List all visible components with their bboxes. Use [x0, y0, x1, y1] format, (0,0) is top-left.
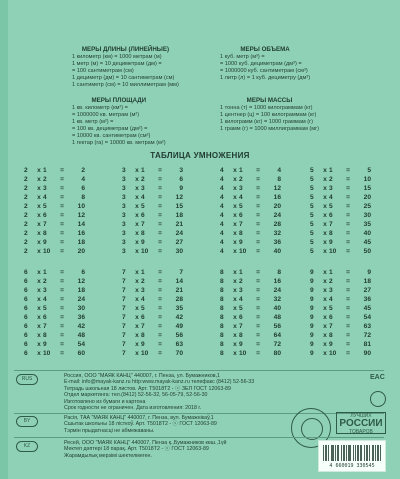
info-kz-lines [64, 440, 304, 459]
table-row: 5 x 7 = 35 [310, 221, 371, 228]
table-row: 3 x 5 = 15 [122, 203, 183, 210]
mass-measures-title: МЕРЫ МАССЫ [246, 97, 293, 104]
text-line: Тэрмін прыдатнасці не абмежаваны. [64, 427, 155, 434]
length-measures-lines [72, 54, 179, 89]
text-line: 1 килограмм (кг) = 1000 граммам (г) [220, 119, 313, 125]
table-row: 5 x 8 = 40 [310, 230, 371, 237]
table-row: 7 x 4 = 28 [122, 296, 183, 303]
text-line: 1 тонна (т) = 1000 килограммам (кг) [220, 105, 313, 111]
table-row: 2 x 6 = 12 [24, 212, 85, 219]
multiplication-table-title: ТАБЛИЦА УМНОЖЕНИЯ [150, 151, 250, 160]
table-row: 7 x 1 = 7 [122, 269, 183, 276]
table-row: 8 x 6 = 48 [220, 314, 281, 321]
info-by-lines [64, 415, 304, 434]
text-line: Жарамдылық мерзімі шектелмеген. [64, 452, 152, 459]
table-row: 9 x 9 = 81 [310, 341, 371, 348]
table-column-2 [24, 166, 106, 256]
table-row: 7 x 5 = 35 [122, 305, 183, 312]
table-row: 4 x 2 = 8 [220, 176, 281, 183]
text-line: 1 дециметр (дм) = 10 сантиметрам (см) [72, 75, 175, 81]
table-row: 3 x 8 = 24 [122, 230, 183, 237]
info-ru [64, 373, 304, 411]
table-row: 9 x 10 = 90 [310, 350, 371, 357]
table-row: 3 x 1 = 3 [122, 167, 183, 174]
table-row: 2 x 9 = 18 [24, 239, 85, 246]
area-measures-lines [72, 105, 166, 147]
table-row: 5 x 4 = 20 [310, 194, 371, 201]
text-line: Тетрадь школьная 18 листов. Арт. Т5018Т2 - ⓢ ЗЕЛ ГОСТ 12063-89 [64, 385, 231, 392]
table-row: 7 x 9 = 63 [122, 341, 183, 348]
table-row: 5 x 6 = 30 [310, 212, 371, 219]
length-measures-title: МЕРЫ ДЛИНЫ (ЛИНЕЙНЫЕ) [81, 46, 170, 53]
barcode-bars-icon [323, 445, 381, 461]
eac-mark: EAC [370, 374, 385, 381]
table-row: 7 x 7 = 49 [122, 323, 183, 330]
table-column-3 [122, 166, 204, 256]
text-line: Россия, ООО "МАЯК КАНЦ" 440007, г. Пенза, ул. Бумажников,1 [64, 373, 220, 379]
table-row: 3 x 3 = 9 [122, 185, 183, 192]
table-row: 6 x 2 = 12 [24, 278, 85, 285]
mass-measures-lines [220, 105, 319, 133]
table-row: 6 x 6 = 36 [24, 314, 85, 321]
text-line: = 100 сантиметрам (см) [72, 68, 134, 74]
text-line: 1 грамм (г) = 1000 миллиграммам (мг) [220, 126, 320, 132]
units-section [0, 0, 400, 150]
table-row: 3 x 7 = 21 [122, 221, 183, 228]
table-row: 6 x 9 = 54 [24, 341, 85, 348]
table-row: 9 x 4 = 36 [310, 296, 371, 303]
table-row: 9 x 3 = 27 [310, 287, 371, 294]
text-line: Ресей, ООО "МАЯК КАНЦ" 440007, Пенза қ.,Бумажников көш.,1үй [64, 440, 227, 446]
table-row: 6 x 5 = 30 [24, 305, 85, 312]
table-row: 9 x 2 = 18 [310, 278, 371, 285]
table-row: 7 x 3 = 21 [122, 287, 183, 294]
table-row: 7 x 2 = 14 [122, 278, 183, 285]
table-row: 2 x 4 = 8 [24, 194, 85, 201]
table-row: 5 x 2 = 10 [310, 176, 371, 183]
table-row: 5 x 3 = 15 [310, 185, 371, 192]
table-column-5 [310, 166, 392, 256]
text-line: 1 метр (м) = 10 дециметрам (дм) = [72, 61, 162, 67]
table-row: 6 x 3 = 18 [24, 287, 85, 294]
multiplication-table [24, 166, 384, 366]
table-column-8 [220, 268, 302, 358]
table-row: 3 x 6 = 18 [122, 212, 183, 219]
kz-badge: KZ [16, 441, 38, 452]
info-kz [64, 440, 304, 459]
table-row: 8 x 8 = 64 [220, 332, 281, 339]
length-measures [72, 46, 179, 89]
text-line: = 1000 куб. дециметрам (дм³) = [220, 61, 302, 67]
brand-logo-icon [370, 391, 386, 407]
table-row: 6 x 1 = 6 [24, 269, 85, 276]
table-row: 7 x 6 = 42 [122, 314, 183, 321]
text-line: 1 кв. километр (км²) = [72, 105, 128, 111]
table-column-4 [220, 166, 302, 256]
table-row: 2 x 3 = 6 [24, 185, 85, 192]
table-row: 4 x 3 = 12 [220, 185, 281, 192]
text-line: 1 гектар (га) = 10000 кв. метрам (м²) [72, 140, 166, 146]
table-row: 4 x 1 = 4 [220, 167, 281, 174]
table-row: 4 x 9 = 36 [220, 239, 281, 246]
table-row: 5 x 5 = 25 [310, 203, 371, 210]
text-line: Отдел маркетинга: тел.(8412) 52-56-32, 56-05-79, 52-56-30 [64, 392, 208, 399]
table-row: 8 x 2 = 16 [220, 278, 281, 285]
table-row: 2 x 5 = 10 [24, 203, 85, 210]
mass-measures [220, 97, 319, 133]
table-row: 8 x 10 = 80 [220, 350, 281, 357]
table-row: 8 x 3 = 24 [220, 287, 281, 294]
table-row: 7 x 10 = 70 [122, 350, 183, 357]
table-row: 4 x 6 = 24 [220, 212, 281, 219]
table-row: 3 x 4 = 12 [122, 194, 183, 201]
text-line: Сшытак школьны 18 лісткоў. Арт. Т5018Т2 - ⓢ ГОСТ 12063-89 [64, 421, 217, 428]
text-line: = 100 кв. дециметрам (дм²) = [72, 126, 148, 132]
text-line: = 1000000 кв. метрам (м²) [72, 112, 140, 118]
text-line: 1 куб. метр (м³) = [220, 54, 265, 60]
table-column-7 [122, 268, 204, 358]
table-row: 4 x 7 = 28 [220, 221, 281, 228]
text-line: 1 сантиметр (см) = 10 миллиметрам (мм) [72, 82, 179, 88]
text-line: 1 кв. метр (м²) = [72, 119, 114, 125]
text-line: Срок годности не ограничен. Дата изготовления: 2018 г. [64, 405, 202, 412]
table-row: 8 x 5 = 40 [220, 305, 281, 312]
table-row: 6 x 4 = 24 [24, 296, 85, 303]
table-row: 3 x 2 = 6 [122, 176, 183, 183]
table-row: 2 x 7 = 14 [24, 221, 85, 228]
text-line: 1 километр (км) = 1000 метрам (м) [72, 54, 162, 60]
table-row: 7 x 8 = 56 [122, 332, 183, 339]
table-row: 9 x 6 = 54 [310, 314, 371, 321]
text-line: Расія, ТАА "МАЯК КАНЦ" 440007, г. Пенза, вул. Бумажнікаў,1 [64, 415, 214, 421]
table-row: 4 x 10 = 40 [220, 248, 281, 255]
volume-measures-title: МЕРЫ ОБЪЕМА [240, 46, 290, 53]
table-column-6 [24, 268, 106, 358]
text-line: = 10000 кв. сантиметрам (см²) [72, 133, 151, 139]
table-row: 4 x 8 = 32 [220, 230, 281, 237]
area-measures-title: МЕРЫ ПЛОЩАДИ [91, 97, 147, 104]
table-row: 3 x 9 = 27 [122, 239, 183, 246]
rus-badge: RUS [16, 374, 38, 385]
text-line: = 1000000 куб. сантиметрам (см³) [220, 68, 308, 74]
table-row: 2 x 8 = 16 [24, 230, 85, 237]
table-row: 6 x 8 = 48 [24, 332, 85, 339]
table-column-9 [310, 268, 392, 358]
table-row: 2 x 10 = 20 [24, 248, 85, 255]
table-row: 2 x 2 = 4 [24, 176, 85, 183]
table-row: 9 x 8 = 72 [310, 332, 371, 339]
divider-top [14, 370, 384, 371]
text-line: E-mail: info@mayak-kanz.ru http:www.mayak-kanz.ru телефакс (8412) 52-56-33 [64, 379, 255, 386]
text-line: Изготовлено из бумаги и картона [64, 398, 146, 405]
table-row: 3 x 10 = 30 [122, 248, 183, 255]
table-row: 4 x 5 = 20 [220, 203, 281, 210]
table-row: 8 x 7 = 56 [220, 323, 281, 330]
text-line: 1 литр (л) = 1 куб. дециметру (дм³) [220, 75, 311, 81]
table-row: 9 x 1 = 9 [310, 269, 371, 276]
volume-measures-lines [220, 54, 310, 82]
info-by [64, 415, 304, 434]
best-goods-mark [336, 412, 386, 434]
table-row: 9 x 7 = 63 [310, 323, 371, 330]
best-goods-top: ЛУЧШИХ [350, 413, 372, 419]
table-row: 5 x 10 = 50 [310, 248, 371, 255]
table-row: 6 x 10 = 60 [24, 350, 85, 357]
table-row: 5 x 9 = 45 [310, 239, 371, 246]
text-line: Мектеп дәптері 18 парақ. Арт. Т5018Т2 - ⓢ ГОСТ 12063-89 [64, 446, 209, 453]
table-row: 8 x 9 = 72 [220, 341, 281, 348]
info-ru-lines [64, 373, 304, 411]
table-row: 6 x 7 = 42 [24, 323, 85, 330]
volume-measures [220, 46, 310, 82]
divider-bottom [14, 437, 384, 438]
barcode-digits: 4 660019 330545 [329, 463, 375, 469]
table-row: 2 x 1 = 2 [24, 167, 85, 174]
text-line: 1 центнер (ц) = 100 килограммам (кг) [220, 112, 317, 118]
table-row: 5 x 1 = 5 [310, 167, 371, 174]
barcode [318, 440, 386, 472]
table-row: 9 x 5 = 45 [310, 305, 371, 312]
table-row: 4 x 4 = 16 [220, 194, 281, 201]
table-row: 8 x 4 = 32 [220, 296, 281, 303]
by-badge: BY [16, 416, 38, 427]
area-measures [72, 97, 166, 147]
best-goods-bottom: ТОВАРОВ [349, 429, 373, 435]
best-goods-mid: РОССИИ [339, 418, 383, 429]
table-row: 8 x 1 = 8 [220, 269, 281, 276]
divider-middle [14, 413, 384, 414]
